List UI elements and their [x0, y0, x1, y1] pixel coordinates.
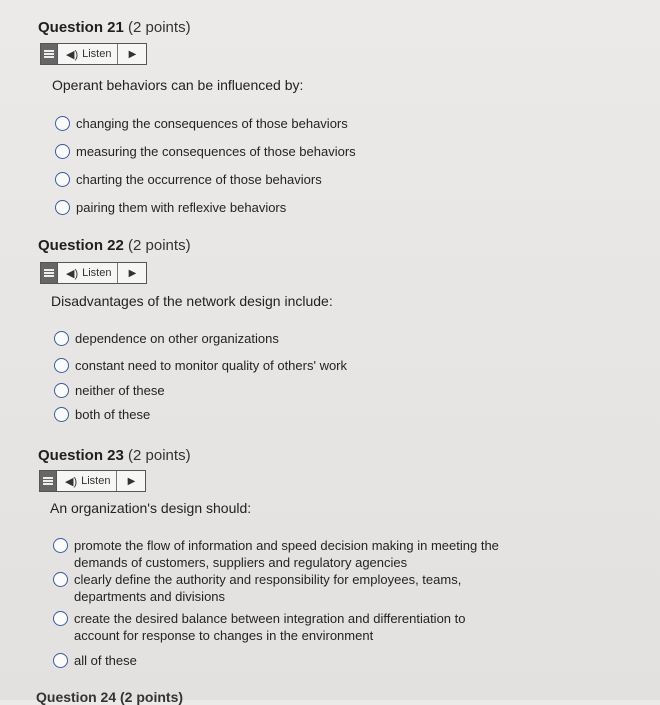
radio-button[interactable] — [55, 200, 70, 215]
radio-button[interactable] — [53, 538, 68, 553]
speaker-icon: ◀) — [65, 475, 78, 488]
question-23-prompt: An organization's design should: — [50, 500, 252, 516]
option-label: dependence on other organizations — [75, 331, 279, 346]
question-number: Question 21 — [38, 19, 124, 36]
option-label: measuring the consequences of those behaviors — [76, 144, 356, 159]
answer-option[interactable] — [54, 382, 165, 399]
speaker-icon: ◀) — [66, 48, 79, 61]
answer-option[interactable] — [53, 537, 503, 571]
listen-button[interactable] — [57, 471, 117, 491]
answer-option[interactable] — [54, 406, 150, 423]
menu-icon[interactable] — [41, 263, 58, 283]
question-21-prompt: Operant behaviors can be influenced by: — [52, 77, 304, 93]
radio-button[interactable] — [55, 116, 70, 131]
play-icon[interactable]: ▶ — [128, 48, 137, 60]
menu-icon[interactable] — [40, 471, 57, 491]
radio-button[interactable] — [54, 407, 69, 422]
question-number: Question 22 — [38, 237, 124, 254]
answer-option[interactable] — [55, 115, 348, 132]
option-label: both of these — [75, 407, 151, 422]
menu-icon[interactable] — [41, 44, 58, 64]
option-label: changing the consequences of those behaviors — [76, 116, 348, 131]
play-icon[interactable]: ▶ — [128, 267, 137, 279]
radio-button[interactable] — [53, 653, 68, 668]
answer-option[interactable] — [55, 199, 286, 216]
option-label: neither of these — [75, 383, 165, 398]
question-22-prompt: Disadvantages of the network design include: — [51, 293, 333, 309]
radio-button[interactable] — [55, 172, 70, 187]
listen-button[interactable] — [58, 263, 118, 283]
radio-button[interactable] — [54, 358, 69, 373]
option-label: constant need to monitor quality of others' work — [75, 358, 348, 373]
option-label: all of these — [74, 653, 137, 668]
radio-button[interactable] — [55, 144, 70, 159]
radio-button[interactable] — [53, 572, 68, 587]
option-label: pairing them with reflexive behaviors — [76, 200, 287, 215]
answer-option[interactable] — [53, 652, 137, 669]
answer-option[interactable] — [54, 357, 347, 374]
answer-option[interactable] — [53, 571, 473, 605]
radio-button[interactable] — [54, 383, 69, 398]
answer-option[interactable] — [53, 610, 513, 644]
radio-button[interactable] — [53, 611, 68, 626]
question-points: (2 points) — [128, 19, 191, 36]
question-points: (2 points) — [128, 447, 191, 464]
answer-option[interactable] — [55, 143, 356, 160]
option-label: create the desired balance between integration and differentiation to account for response to changes in the environment — [74, 611, 466, 643]
answer-option[interactable] — [54, 330, 279, 347]
option-label: clearly define the authority and responsibility for employees, teams, departments and divisions — [74, 572, 462, 604]
radio-button[interactable] — [54, 331, 69, 346]
option-label: charting the occurrence of those behaviors — [76, 172, 322, 187]
listen-label: Listen — [81, 475, 111, 487]
listen-label: Listen — [82, 48, 112, 60]
answer-option[interactable] — [55, 171, 322, 188]
listen-toolbar — [40, 43, 147, 65]
question-22-title — [38, 237, 191, 254]
listen-button[interactable] — [58, 44, 118, 64]
speaker-icon: ◀) — [66, 267, 79, 280]
listen-label: Listen — [82, 267, 112, 279]
listen-toolbar — [39, 470, 146, 492]
question-points: (2 points) — [128, 237, 191, 254]
question-number: Question 23 — [38, 447, 124, 464]
option-label: promote the flow of information and speed decision making in meeting the demands of customers, suppliers and regulatory agencies — [74, 538, 499, 570]
play-icon[interactable]: ▶ — [127, 475, 136, 487]
question-24-title-partial: Question 24 (2 points) — [36, 689, 184, 705]
listen-toolbar — [40, 262, 147, 284]
question-21-title — [38, 19, 191, 36]
question-23-title — [38, 447, 191, 464]
